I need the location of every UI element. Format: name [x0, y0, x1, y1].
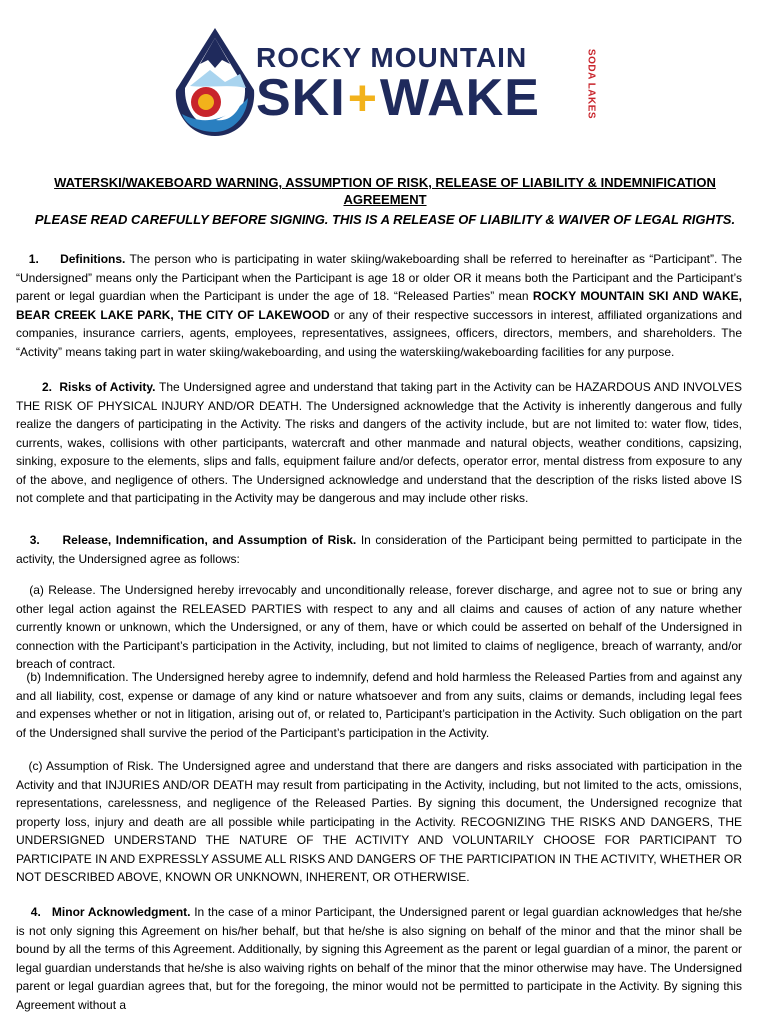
release-notice: PLEASE READ CAREFULLY BEFORE SIGNING. THIS IS A RELEASE OF LIABILITY & WAIVER OF LEGAL RIGHTS. — [34, 212, 736, 227]
section-2-heading: Risks of Activity. — [59, 380, 156, 394]
company-logo — [170, 24, 610, 140]
section-3-number: 3. — [29, 533, 40, 547]
section-3a-text: (a) Release. The Undersigned hereby irrevocably and unconditionally release, forever discharge, and agree not to sue or bring any other legal action against the RELEASED PARTIES with respect to any and all claims and causes of action of any nature whether currently known or unknown, which the Undersigned, or any of them, have or which could be asserted on behalf of the Undersigned in connection with the Participant’s participation in the Activity, including, but not limited to claims of negligence, breach of warranty, and/or breach of contract. — [16, 583, 742, 671]
section-3b-text: (b) Indemnification. The Undersigned hereby agree to indemnify, defend and hold harmless the Released Parties from and against any and all liability, cost, expense or damage of any kind or nature whatsoever and from any suits, claims or demands, including legal fees and expenses whether or not in litigation, arising out of, or related to, Participant’s participation in the Activity. Such obligation on the part of the Undersigned shall survive the period of the Participant’s participation in the Activity. — [16, 670, 742, 740]
section-1-number: 1. — [28, 252, 39, 266]
section-2-number: 2. — [41, 380, 52, 394]
section-3b-indemnification — [16, 668, 742, 742]
section-2-risks — [16, 378, 742, 508]
document-title: WATERSKI/WAKEBOARD WARNING, ASSUMPTION OF RISK, RELEASE OF LIABILITY & INDEMNIFICATION AGREEMENT — [54, 175, 716, 207]
section-1-heading: Definitions. — [60, 252, 126, 266]
brand-name-line2 — [256, 70, 540, 126]
section-3c-assumption-of-risk — [16, 757, 742, 887]
brand-ski: SKI — [256, 69, 346, 127]
section-3-heading: Release, Indemnification, and Assumption of Risk. — [62, 533, 357, 547]
section-2-text: The Undersigned agree and understand that taking part in the Activity can be HAZARDOUS AND INVOLVES THE RISK OF PHYSICAL INJURY AND/OR DEATH. The Undersigned acknowledge that the Activity is inherently dangerous and fully realize the dangers of participating in the Activity. The risks and dangers of the activity include, but are not limited to: water flow, tides, currents, wakes, collisions with other participants, watercraft and other manmade and natural objects, weather conditions, capsizing, sinking, exposure to the elements, slips and falls, equipment failure and/or defects, operator error, mental distress from exposure to any of the above, and negligence of others. The Undersigned acknowledge and understand that the description of the risks listed above IS not complete and that participating in the Activity may be dangerous and may include other risks. — [16, 380, 742, 505]
section-1-text-a: The person who is participating in water skiing/wakeboarding shall be referred to hereinafter as “Participant”. The “Undersigned” means only the Participant when the Participant is age 18 or older OR it means both the Participant and the Participant’s parent or legal guardian when the Participant is under the age of 18. “Released Parties” mean — [16, 252, 742, 303]
brand-vertical-tag — [578, 38, 604, 130]
brand-wake: WAKE — [379, 69, 540, 127]
section-4-number: 4. — [30, 905, 41, 919]
section-3-text: In consideration of the Participant being permitted to participate in the activity, the Undersigned agree as follows: — [16, 533, 742, 566]
section-4-heading: Minor Acknowledgment. — [51, 905, 191, 919]
section-4-minor-acknowledgment — [16, 903, 742, 1014]
section-3a-release — [16, 581, 742, 674]
section-3c-text: (c) Assumption of Risk. The Undersigned agree and understand that there are dangers and risks associated with participation in the Activity and that INJURIES AND/OR DEATH may result from participating in the Activity, including, but not limited to the acts, omissions, representations, carelessness, and negligence of the Released Parties. By signing this document, the Undersigned recognize that property loss, injury and death are all possible while participating in the Activity. RECOGNIZING THE RISKS AND DANGERS, THE UNDERSIGNED UNDERSTAND THE NATURE OF THE ACTIVITY AND VOLUNTARILY CHOOSE FOR PARTICIPANT TO PARTICIPATE IN AND EXPRESSLY ASSUME ALL RISKS AND DANGERS OF THE PARTICIPATION IN THE ACTIVITY, WHETHER OR NOT DESCRIBED ABOVE, KNOWN OR UNKNOWN, INHERENT, OR OTHERWISE. — [16, 759, 742, 884]
brand-name-line1: ROCKY MOUNTAIN — [256, 42, 528, 73]
section-1-definitions — [16, 250, 742, 361]
released-parties-names: ROCKY MOUNTAIN SKI AND WAKE, BEAR CREEK LAKE PARK, THE CITY OF LAKEWOOD — [16, 289, 742, 322]
brand-plus: + — [347, 70, 378, 126]
section-1-text-b: or any of their respective successors in interest, affiliated organizations and companies, insurance carriers, agents, employees, representatives, assignees, officers, directors, members, and shareholders. The “Activity” means taking part in water skiing/wakeboarding, and using the waterskiing/wakeboarding facilities for any purpose. — [16, 307, 742, 359]
section-4-text: In the case of a minor Participant, the Undersigned parent or legal guardian acknowledges that he/she is not only signing this Agreement on his/her behalf, but that he/she is also signing on behalf of the minor and that the minor shall be bound by all the terms of this Agreement. Additionally, by signing this Agreement as the parent or legal guardian of a minor, the parent or legal guardian understands that he/she is also waiving rights on behalf of the minor that the minor otherwise may have. The Undersigned parent or legal guardian agrees that, but for the foregoing, the minor would not be permitted to participate in the Activity. By signing this Agreement without a — [16, 905, 742, 1012]
section-3-release — [16, 531, 742, 568]
brand-vertical-text: SODA LAKES — [585, 48, 597, 120]
mountain-wave-emblem — [170, 24, 260, 140]
